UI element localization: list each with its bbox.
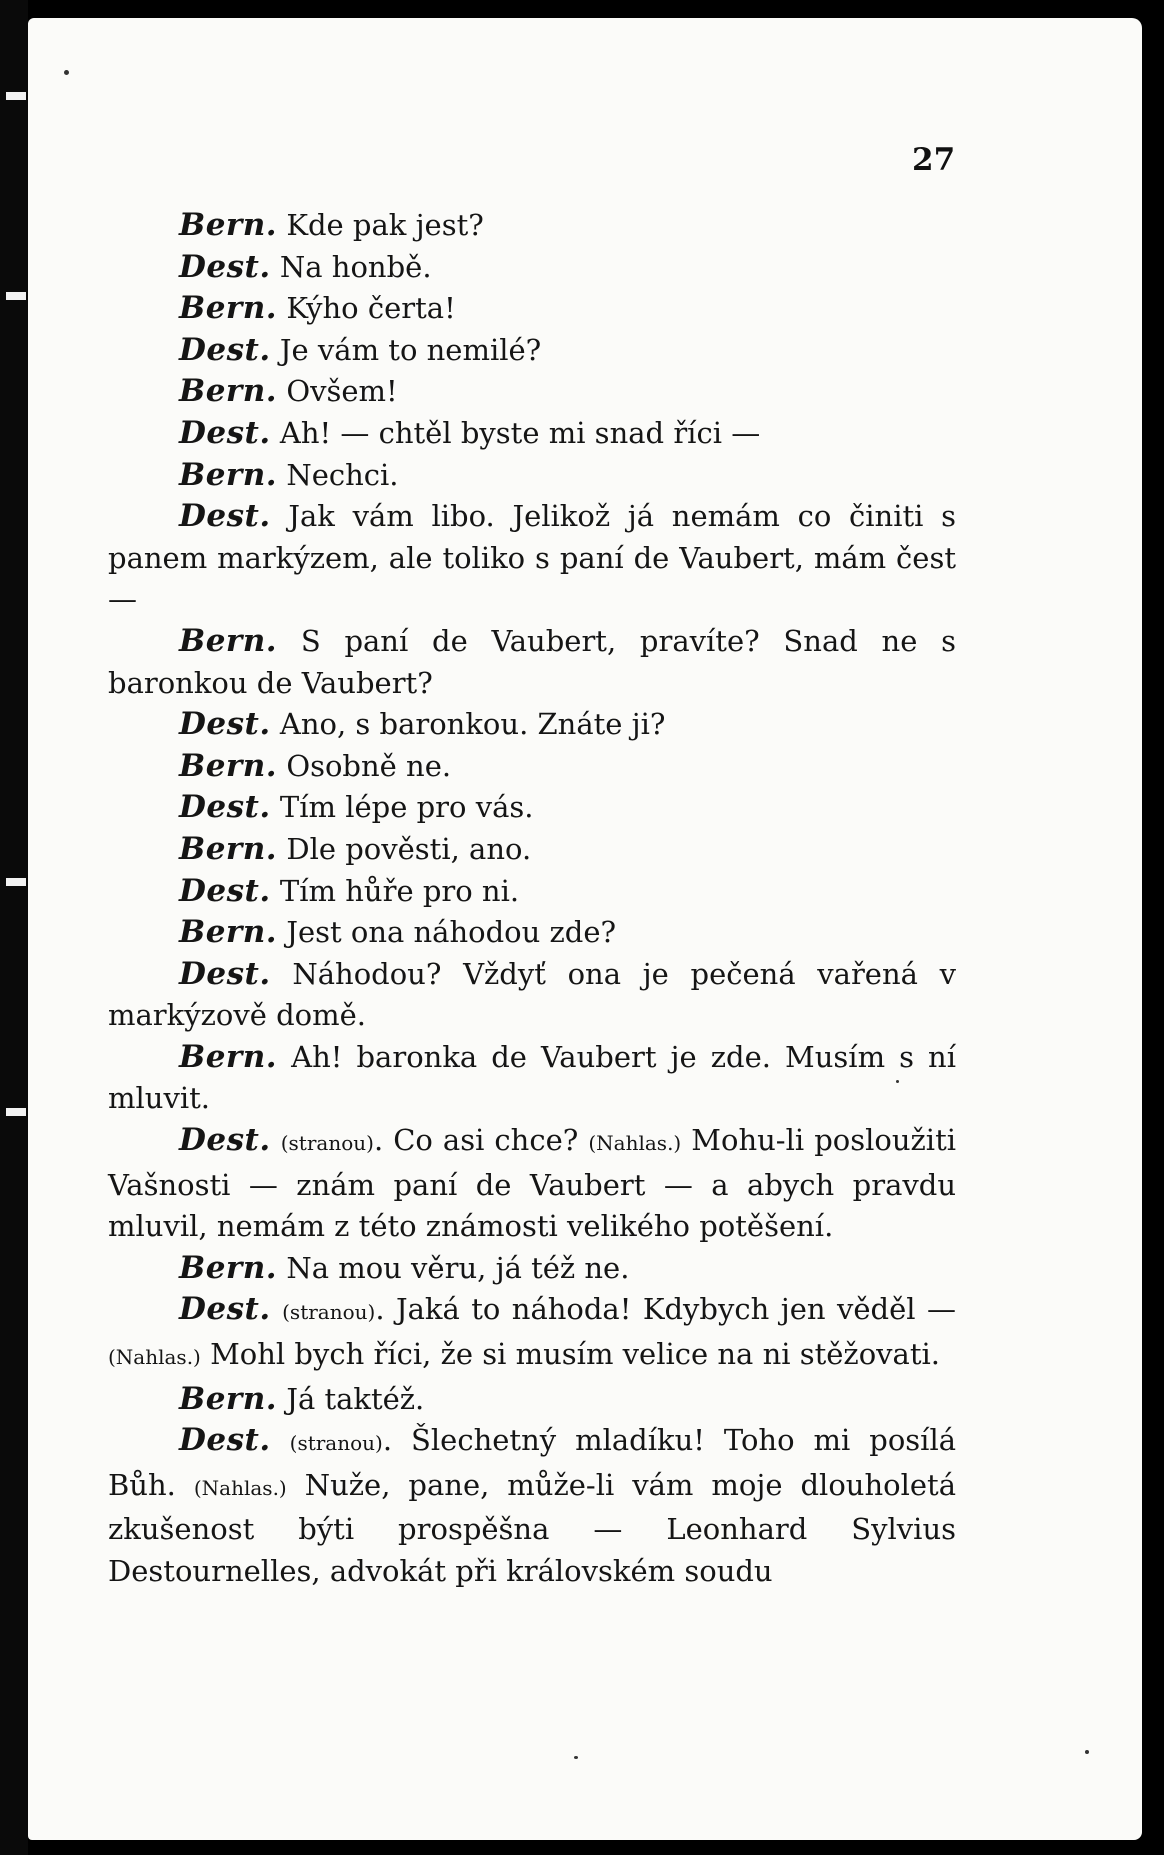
stage-direction: (Nahlas.) (588, 1131, 682, 1156)
speaker-name: Bern. (179, 1380, 278, 1417)
dialogue-text (108, 205, 956, 1593)
dialogue-line (108, 829, 956, 871)
speaker-name: Dest. (179, 789, 271, 826)
dialogue-line (108, 496, 956, 621)
dialogue-line (108, 1037, 956, 1120)
dialogue-line (108, 455, 956, 497)
speech-text: Mohu-li posloužiti Vašnosti — znám paní de Vaubert — a abych pravdu mluvil, nemám z této známosti velikého potěšení. (108, 1123, 957, 1244)
stage-direction: (Nahlas.) (108, 1345, 201, 1370)
speech-text: Kde pak jest? (286, 208, 484, 242)
speaker-name: Dest. (179, 498, 271, 535)
speech-text: Mohl bych říci, že si musím velice na ni stěžovati. (200, 1337, 940, 1372)
speaker-name: Dest. (179, 872, 271, 909)
speaker-name: Bern. (179, 1038, 278, 1075)
speaker-name: Bern. (179, 747, 278, 784)
speech-text: Tím lépe pro vás. (279, 790, 534, 825)
book-spine (0, 0, 28, 1855)
dialogue-line (108, 621, 956, 704)
speech-text: Ano, s baronkou. Znáte ji? (279, 707, 666, 742)
speech-text: Já taktéž. (286, 1381, 425, 1416)
speaker-name: Dest. (179, 1122, 271, 1159)
speck (64, 70, 69, 75)
stage-direction: (stranou) (289, 1431, 383, 1456)
spine-mark (6, 1108, 26, 1116)
dialogue-line (108, 787, 956, 829)
speech-text: . Jaká to náhoda! Kdybych jen věděl — (375, 1292, 957, 1327)
speech-text: . Šlechetný mladíku! Toho mi posílá Bůh. (108, 1423, 957, 1502)
speck (574, 1756, 578, 1759)
dialogue-line (108, 413, 956, 455)
dialogue-line (108, 954, 956, 1037)
speaker-name: Dest. (179, 414, 271, 451)
speaker-name: Bern. (179, 456, 278, 493)
speaker-name: Dest. (179, 331, 271, 368)
speaker-name: Bern. (179, 290, 278, 327)
speech-text: Jak vám libo. Jelikož já nemám co činiti s panem markýzem, ale toliko s paní de Vaubert, mám čest — (108, 499, 957, 617)
speech-text: Jest ona náhodou zde? (286, 915, 617, 950)
speech-text: S paní de Vaubert, pravíte? Snad ne s baronkou de Vaubert? (108, 623, 956, 700)
speech-text: Je vám to nemilé? (279, 332, 542, 367)
speaker-name: Dest. (179, 706, 271, 743)
dialogue-line (108, 247, 956, 289)
spine-mark (6, 292, 26, 300)
dialogue-line (108, 330, 956, 372)
speaker-name: Dest. (179, 1291, 271, 1328)
speck (1085, 1750, 1089, 1754)
speaker-name: Bern. (179, 1249, 278, 1286)
speaker-name: Bern. (179, 622, 278, 659)
dialogue-line (108, 871, 956, 913)
speaker-name: Bern. (179, 207, 278, 243)
speech-text: Tím hůře pro ni. (279, 873, 520, 908)
dialogue-line (108, 704, 956, 746)
speaker-name: Bern. (179, 830, 278, 867)
speech-text: Ah! — chtěl byste mi snad říci — (279, 415, 761, 450)
spine-mark (6, 92, 26, 100)
speech-text: Osobně ne. (286, 748, 452, 783)
speech-text: Na honbě. (279, 249, 432, 284)
speaker-name: Dest. (179, 1422, 271, 1459)
dialogue-line (108, 1120, 956, 1248)
dialogue-line (108, 288, 956, 330)
dialogue-line (108, 746, 956, 788)
speaker-name: Bern. (179, 373, 278, 410)
speech-text: . Co asi chce? (373, 1123, 589, 1158)
speech-text: Kýho čerta! (286, 291, 456, 326)
spine-mark (6, 878, 26, 886)
speaker-name: Dest. (179, 955, 271, 992)
dialogue-line (108, 1420, 956, 1592)
speech-text: Nuže, pane, může-li vám moje dlouholetá zkušenost býti prospěšna — Leonhard Sylvius Destournelles, advokát při královském soudu (108, 1467, 956, 1588)
dialogue-line (108, 1379, 956, 1421)
speaker-name: Dest. (179, 248, 271, 285)
dialogue-line (108, 1289, 956, 1378)
stage-direction: (Nahlas.) (193, 1475, 287, 1500)
speech-text: Ovšem! (286, 374, 398, 409)
page-number: 27 (912, 142, 956, 178)
speaker-name: Bern. (179, 914, 278, 951)
dialogue-line (108, 371, 956, 413)
speech-text: Nechci. (286, 457, 399, 492)
dialogue-line (108, 912, 956, 954)
stage-direction: (stranou) (280, 1131, 374, 1156)
dialogue-line (108, 1248, 956, 1290)
speech-text: Dle pověsti, ano. (286, 831, 532, 866)
speech-text: Ah! baronka de Vaubert je zde. Musím s ní mluvit. (108, 1039, 956, 1116)
speech-text: Na mou věru, já též ne. (286, 1250, 630, 1285)
dialogue-line (108, 205, 956, 247)
speech-text: Náhodou? Vždyť ona je pečená vařená v markýzově domě. (108, 956, 956, 1033)
stage-direction: (stranou) (282, 1300, 376, 1325)
